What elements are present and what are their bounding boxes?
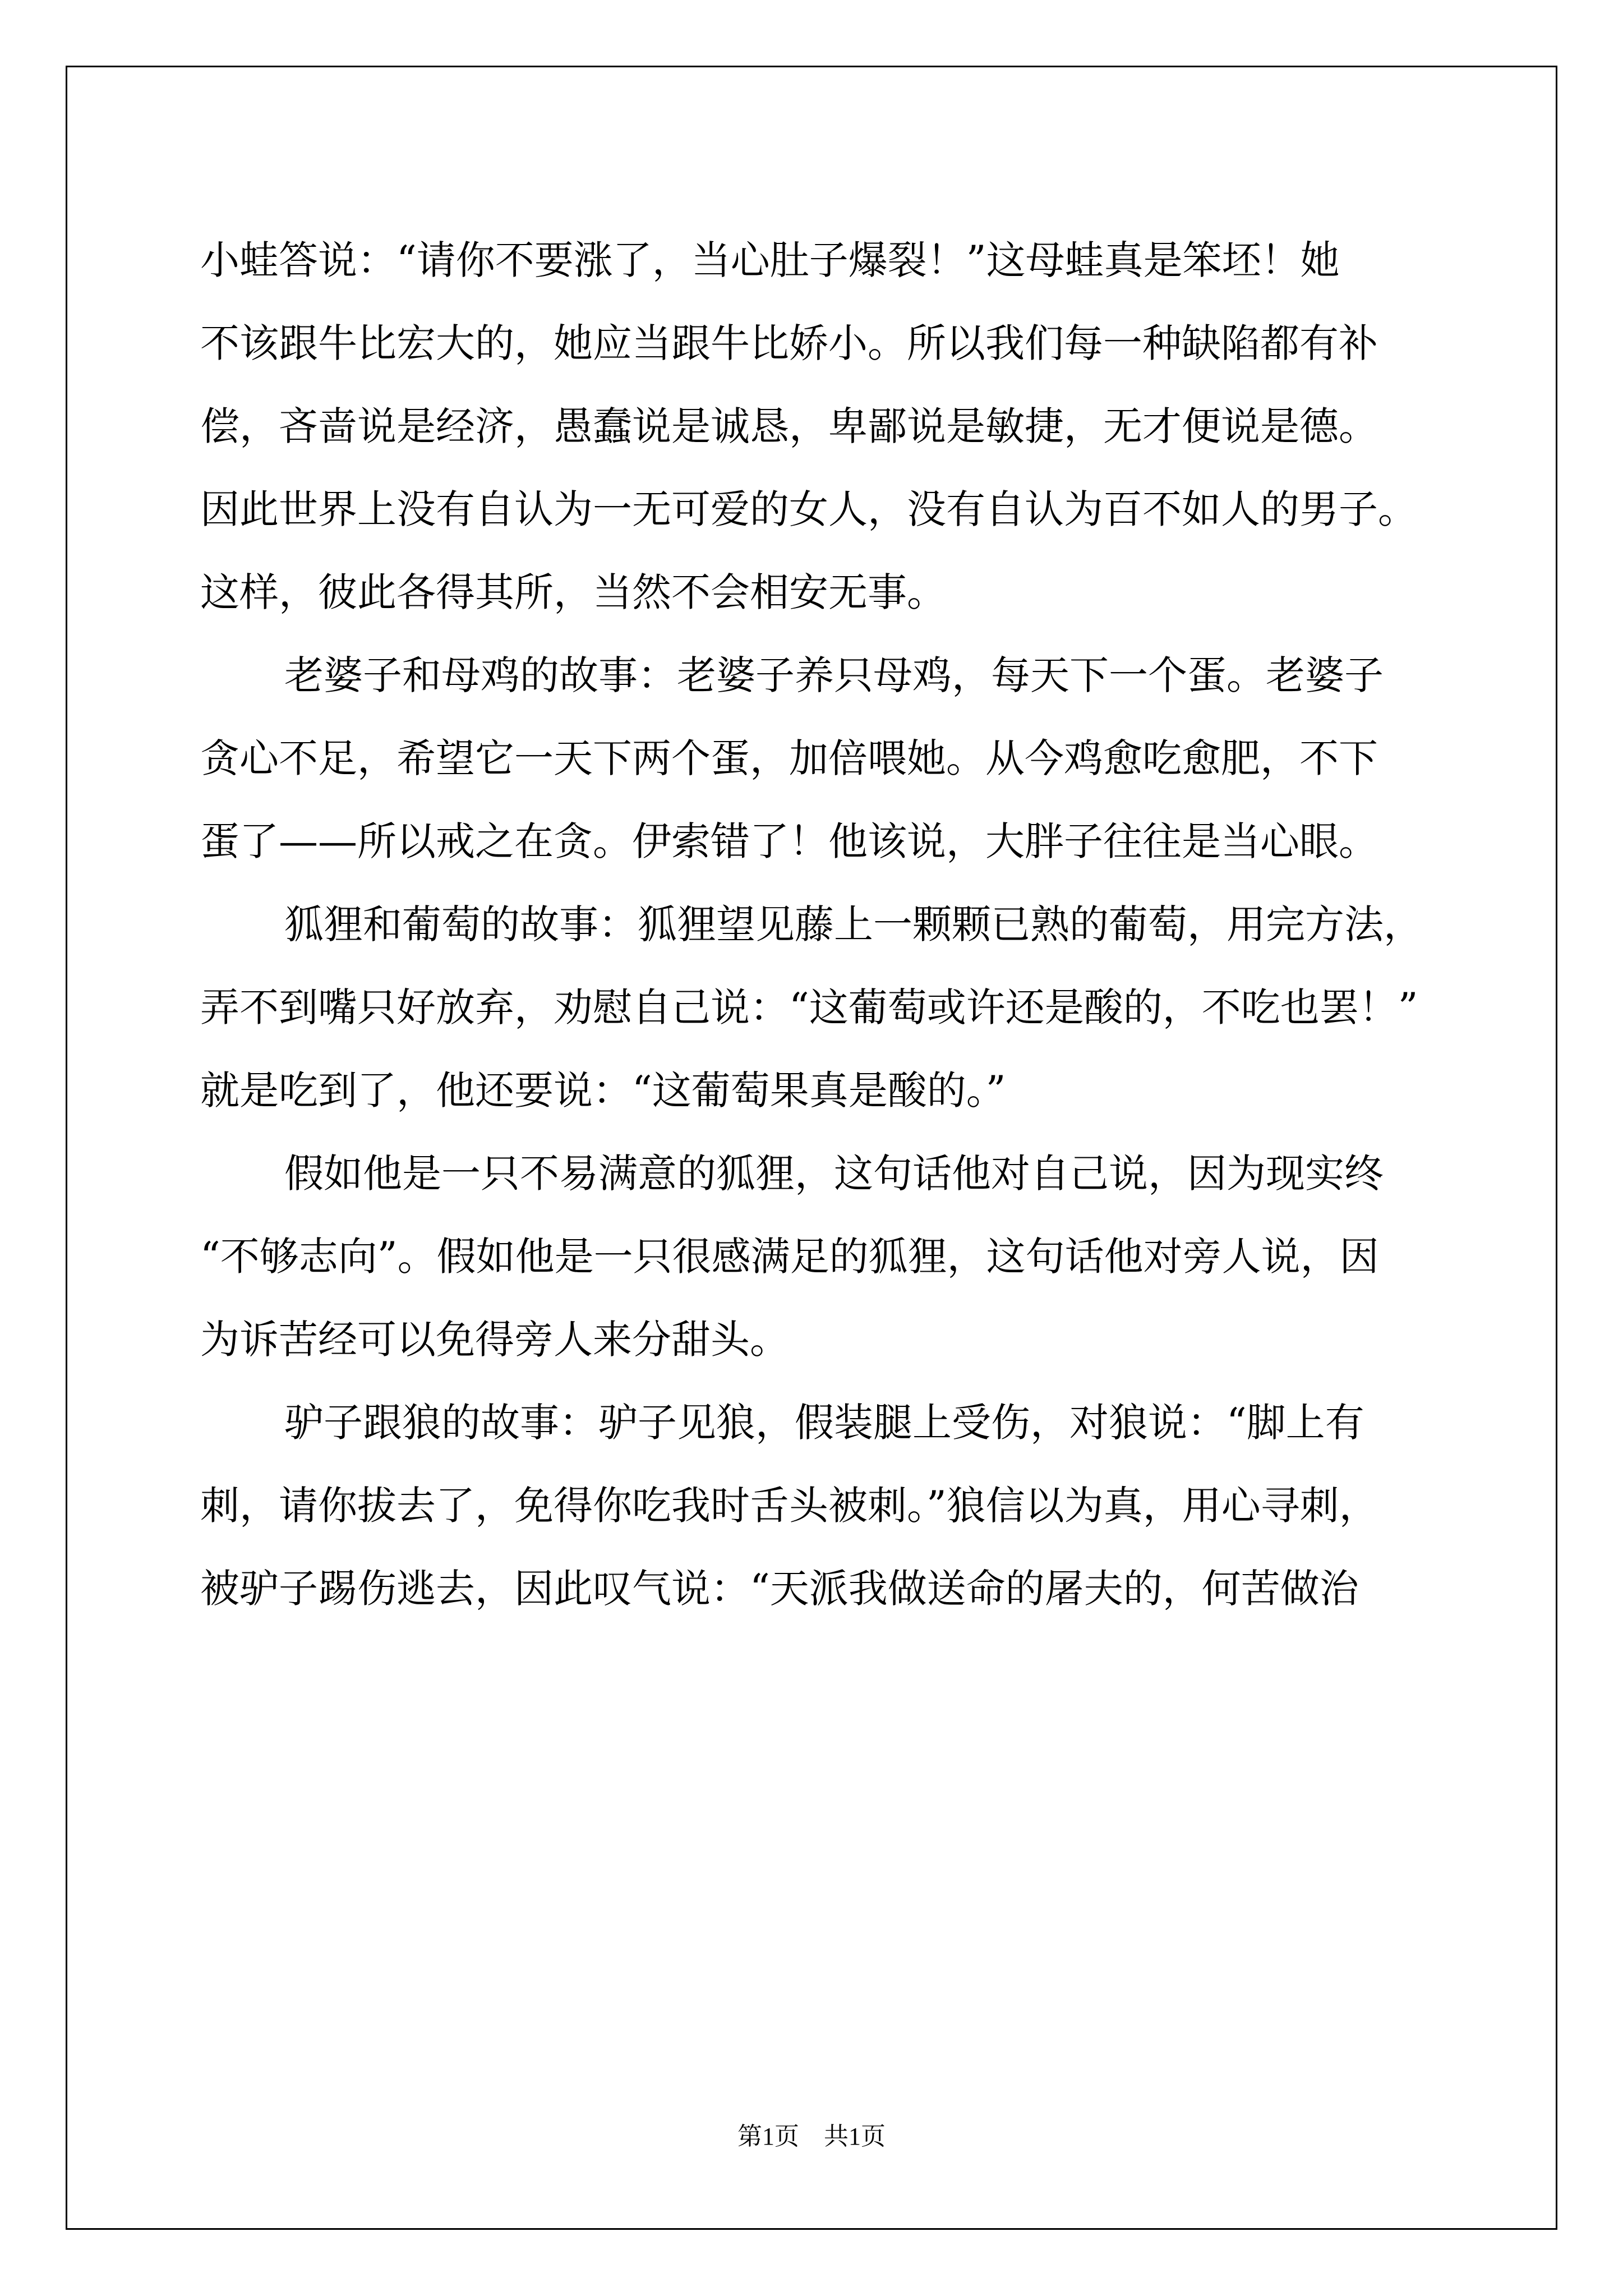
text-line: 就是吃到了，他还要说：“这葡萄果真是酸的。” [200, 1068, 1006, 1114]
paragraph [200, 883, 1484, 1132]
text-line: 弄不到嘴只好放弃，劝慰自己说：“这葡萄或许还是酸的，不吃也罢！” [200, 984, 1418, 1030]
paragraph [200, 1132, 1484, 1381]
page-footer [0, 2121, 1623, 2152]
text-line: 被驴子踢伤逃去，因此叹气说：“天派我做送命的屠夫的，何苦做治 [200, 1566, 1359, 1612]
document-body [200, 219, 1484, 1630]
text-line: 刺，请你拔去了，免得你吃我时舌头被刺。”狼信以为真，用心寻刺， [200, 1483, 1378, 1529]
page-number: 第1页 [737, 2123, 799, 2150]
text-line: 老婆子和母鸡的故事：老婆子养只母鸡，每天下一个蛋。老婆子 [284, 652, 1384, 698]
paragraph [200, 1381, 1484, 1630]
text-line: 贪心不足，希望它一天下两个蛋，加倍喂她。从今鸡愈吃愈肥，不下 [200, 735, 1378, 781]
text-line: 因此世界上没有自认为一无可爱的女人，没有自认为百不如人的男子。 [200, 486, 1417, 532]
text-line: 小蛙答说：“请你不要涨了，当心肚子爆裂！”这母蛙真是笨坯！她 [200, 237, 1340, 283]
text-line: 蛋了——所以戒之在贪。伊索错了！他该说，大胖子往往是当心眼。 [200, 818, 1378, 864]
paragraph [200, 634, 1484, 883]
text-line: 偿，吝啬说是经济，愚蠢说是诚恳，卑鄙说是敏捷，无才便说是德。 [200, 403, 1378, 449]
text-line: “不够志向”。假如他是一只很感满足的狐狸，这句话他对旁人说，因 [200, 1234, 1379, 1280]
text-line: 驴子跟狼的故事：驴子见狼，假装腿上受伤，对狼说：“脚上有 [284, 1400, 1364, 1446]
paragraph [200, 219, 1484, 634]
text-line: 为诉苦经可以免得旁人来分甜头。 [200, 1317, 789, 1363]
text-line: 不该跟牛比宏大的，她应当跟牛比娇小。所以我们每一种缺陷都有补 [200, 320, 1378, 366]
text-line: 狐狸和葡萄的故事：狐狸望见藤上一颗颗已熟的葡萄，用完方法， [284, 901, 1423, 947]
text-line: 这样，彼此各得其所，当然不会相安无事。 [200, 569, 946, 615]
text-line: 假如他是一只不易满意的狐狸，这句话他对自己说，因为现实终 [284, 1151, 1384, 1197]
page-total: 共1页 [824, 2123, 886, 2150]
